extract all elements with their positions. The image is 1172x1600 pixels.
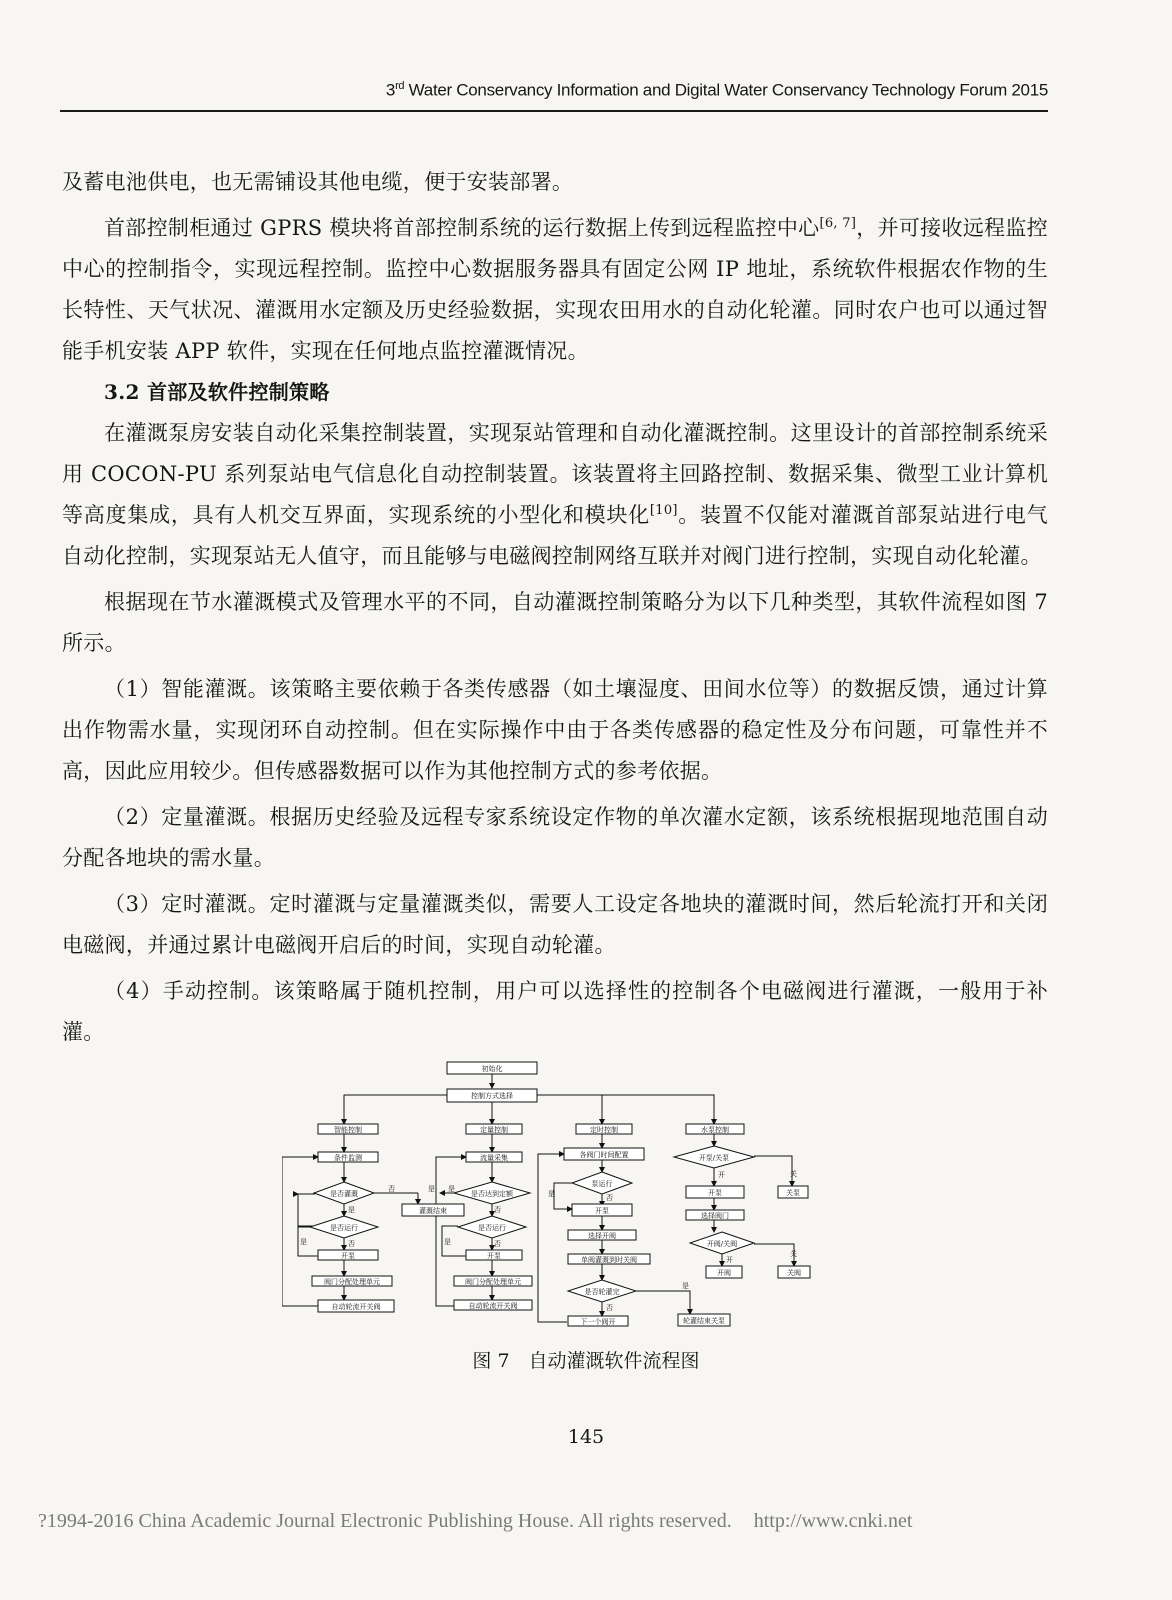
node-need-irrigate: 是否灌溉 <box>330 1190 358 1198</box>
paragraph-pump-station <box>62 413 1048 577</box>
paragraph-gprs-rest: ，并可接收远程监控中心的控制指令，实现远程控制。监控中心数据服务器具有固定公网 IP 地址，系统软件根据农作物的生长特性、天气状况、灌溉用水定额及历史经验数据，实现农田用水的自动化轮灌。同时农户也可以通过智能手机安装 APP 软件，实现在任何地点监控灌溉情况。 <box>62 216 1048 363</box>
paragraph-quantitative-irrigation: （2）定量灌溉。根据历史经验及远程专家系统设定作物的单次灌水定额，该系统根据现地范围自动分配各地块的需水量。 <box>62 805 1048 870</box>
node-stop-pump: 关泵 <box>786 1189 800 1197</box>
node-start-pump-smart: 开泵 <box>341 1252 355 1260</box>
node-select-open-valve: 选择开阀 <box>588 1232 616 1240</box>
copyright-text: ?1994-2016 China Academic Journal Electronic Publishing House. All rights reserved. <box>38 1510 732 1532</box>
paragraph-strategy-intro: 根据现在节水灌溉模式及管理水平的不同，自动灌溉控制策略分为以下几种类型，其软件流程如图 7 所示。 <box>62 590 1048 655</box>
citation-6-7[interactable]: [6, 7] <box>819 216 857 231</box>
label-yes-7: 是 <box>682 1282 689 1290</box>
paragraph-gprs <box>62 208 1048 372</box>
label-yes-4: 是 <box>300 1238 307 1246</box>
node-valve-time-config: 各阀门时间配置 <box>579 1151 629 1159</box>
paragraph-manual-control: （4）手动控制。该策略属于随机控制，用户可以选择性的控制各个电磁阀进行灌溉，一般用于补灌。 <box>62 979 1048 1044</box>
node-irrigation-end: 灌溉结束 <box>419 1207 447 1215</box>
page-number: 145 <box>567 1426 605 1448</box>
node-timed-control: 定时控制 <box>590 1126 618 1134</box>
node-pump-onoff: 开泵/关泵 <box>698 1154 730 1162</box>
label-no-4: 否 <box>494 1240 501 1248</box>
copyright-footer <box>38 1510 912 1533</box>
node-smart-control: 智能控制 <box>334 1126 362 1134</box>
node-init: 初始化 <box>481 1065 503 1073</box>
node-control-select: 控制方式选择 <box>471 1092 513 1100</box>
node-valve-close: 关阀 <box>787 1269 801 1277</box>
paragraph-smart-irrigation: （1）智能灌溉。该策略主要依赖于各类传感器（如土壤湿度、田间水位等）的数据反馈，通过计算出作物需水量，实现闭环自动控制。但在实际操作中由于各类传感器的稳定性及分布问题，可靠性并不高，因此应用较少。但传感器数据可以作为其他控制方式的参考依据。 <box>62 677 1048 783</box>
paragraph-pump-start: 在灌溉泵房安装自动化采集控制装置，实现泵站管理和自动化灌溉控制。这里设计的首部控制系统采用 COCON-PU 系列泵站电气信息化自动控制装置。该装置将主回路控制、数据采集、微型工业计算机等高度集成，具有人机交互界面，实现系统的小型化和模块化 <box>62 421 1048 527</box>
label-open-2: 开 <box>726 1256 733 1264</box>
node-quant-control: 定量控制 <box>480 1126 508 1134</box>
running-header <box>60 80 1048 112</box>
node-condition-monitor: 条件监测 <box>334 1154 362 1162</box>
label-no-1: 否 <box>388 1185 395 1193</box>
paragraph-pump-rest: 。装置不仅能对灌溉首部泵站进行电气自动化控制，实现泵站无人值守，而且能够与电磁阀控制网络互联并对阀门进行控制，实现自动化轮灌。 <box>62 503 1048 568</box>
label-yes-1: 是 <box>428 1185 435 1193</box>
node-start-pump-timed: 开泵 <box>595 1207 609 1215</box>
header-title: Water Conservancy Information and Digital Water Conservancy Technology Forum 2015 <box>404 80 1048 100</box>
paragraph-continued: 及蓄电池供电，也无需铺设其他电缆，便于安装部署。 <box>62 170 574 194</box>
node-reach-quota: 是否达到定额 <box>471 1190 513 1198</box>
node-choose-valve: 选择阀门 <box>701 1212 729 1220</box>
label-close-2: 关 <box>790 1250 797 1258</box>
node-pump-running: 泵运行 <box>591 1180 613 1188</box>
node-single-valve-close: 单阀灌溉到时关阀 <box>581 1256 637 1264</box>
section-heading-3-2: 3.2 首部及软件控制策略 <box>104 380 330 404</box>
node-valve-alloc-smart: 阀门分配处理单元 <box>324 1278 380 1286</box>
header-superscript: rd <box>395 80 405 92</box>
node-start-pump-quant: 开泵 <box>487 1252 501 1260</box>
irrigation-flowchart <box>282 1054 822 1334</box>
label-yes-2: 是 <box>348 1206 355 1214</box>
node-rotation-end: 轮灌结束关泵 <box>683 1317 725 1325</box>
label-no-3: 否 <box>348 1240 355 1248</box>
node-auto-rotation-quant: 自动轮流开关阀 <box>468 1302 518 1310</box>
node-valve-open: 开阀 <box>717 1269 731 1277</box>
node-next-valve: 下一个阀开 <box>580 1318 616 1326</box>
node-valve-onoff: 开阀/关阀 <box>706 1240 738 1248</box>
node-flow-collect: 流量采集 <box>480 1154 508 1162</box>
node-rotation-done: 是否轮灌完 <box>584 1288 620 1296</box>
node-auto-rotation-smart: 自动轮流开关阀 <box>331 1303 381 1311</box>
header-prefix: 3 <box>385 80 396 100</box>
label-no-2: 否 <box>494 1206 501 1214</box>
article-body <box>62 162 1048 1053</box>
label-no-5: 否 <box>606 1194 613 1202</box>
label-yes-3: 是 <box>448 1185 455 1193</box>
label-no-6: 否 <box>606 1304 613 1312</box>
label-open-1: 开 <box>718 1171 725 1179</box>
figure-caption: 图 7 自动灌溉软件流程图 <box>472 1350 700 1372</box>
label-yes-5: 是 <box>444 1238 451 1246</box>
label-close-1: 关 <box>790 1170 797 1178</box>
cnki-link[interactable]: http://www.cnki.net <box>753 1510 913 1532</box>
node-is-running-smart: 是否运行 <box>330 1224 358 1232</box>
label-yes-6: 是 <box>548 1190 555 1198</box>
node-valve-alloc-quant: 阀门分配处理单元 <box>465 1278 521 1286</box>
node-is-running-quant: 是否运行 <box>478 1224 506 1232</box>
paragraph-gprs-start: 首部控制柜通过 GPRS 模块将首部控制系统的运行数据上传到远程监控中心 <box>104 216 820 240</box>
citation-10[interactable]: [10] <box>649 503 678 518</box>
paragraph-timed-irrigation: （3）定时灌溉。定时灌溉与定量灌溉类似，需要人工设定各地块的灌溉时间，然后轮流打开和关闭电磁阀，并通过累计电磁阀开启后的时间，实现自动轮灌。 <box>62 892 1048 957</box>
node-start-pump-manual: 开泵 <box>708 1189 722 1197</box>
node-pump-control: 水泵控制 <box>701 1126 729 1134</box>
